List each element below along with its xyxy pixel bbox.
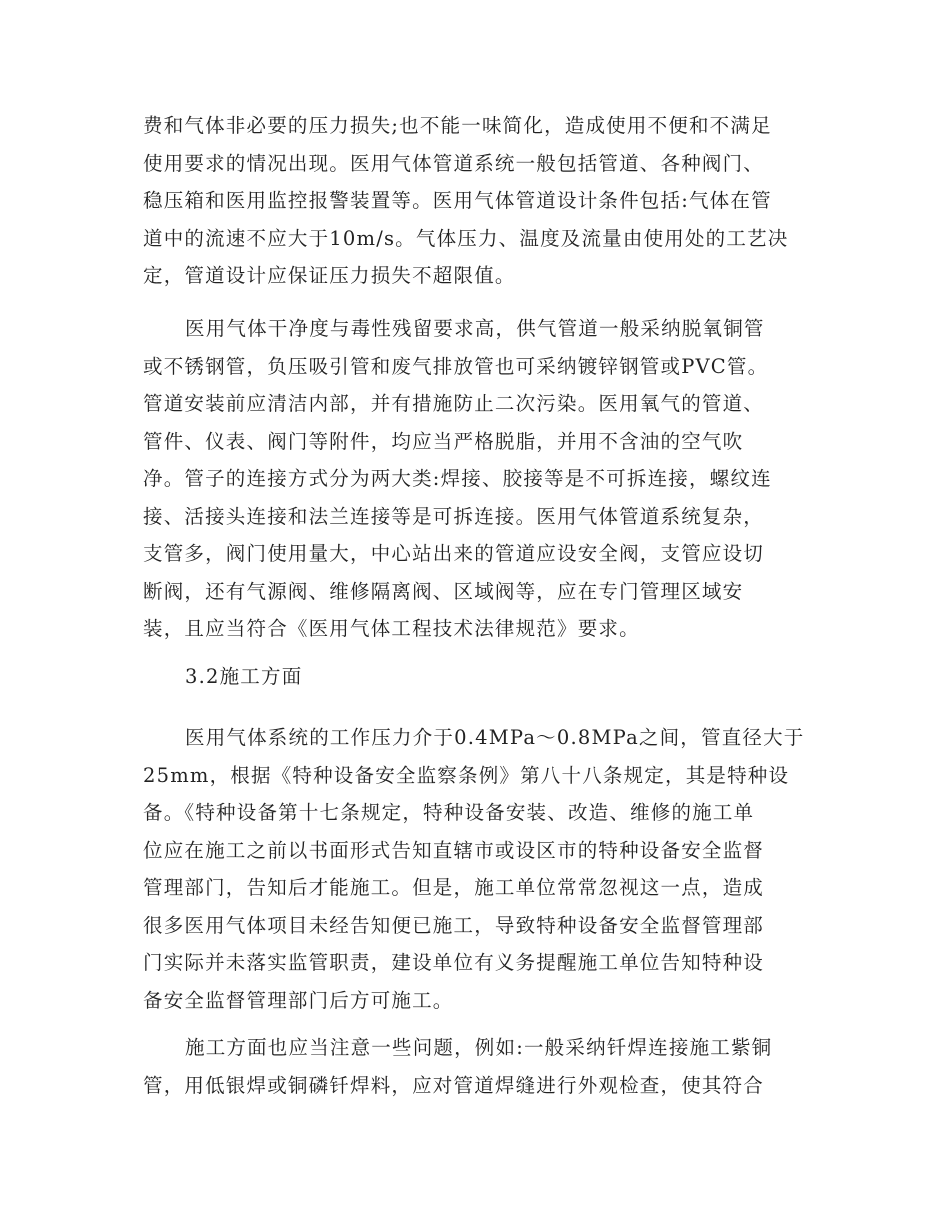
text-line: 位应在施工之前以书面形式告知直辖市或设区市的特种设备安全监督	[143, 838, 765, 862]
text-line: 稳压箱和医用监控报警装置等。医用气体管道设计条件包括:气体在管	[143, 189, 772, 212]
text-line: 使用要求的情况出现。医用气体管道系统一般包括管道、各种阀门、	[143, 151, 765, 175]
text-line: 或不锈钢管，负压吸引管和废气排放管也可采纳镀锌钢管或PVC管。	[143, 354, 769, 378]
text-line: 管，用低银焊或铜磷钎焊料，应对管道焊缝进行外观检查，使其符合	[143, 1073, 765, 1097]
text-line: 装，且应当符合《医用气体工程技术法律规范》要求。	[143, 617, 640, 640]
text-line: 备安全监督管理部门后方可施工。	[143, 988, 454, 1012]
text-line: 定，管道设计应保证压力损失不超限值。	[143, 264, 516, 287]
text-line: 断阀，还有气源阀、维修隔离阀、区域阀等，应在专门管理区域安	[143, 579, 744, 603]
text-line: 施工方面也应当注意一些问题，例如:一般采纳钎焊连接施工紫铜	[185, 1036, 773, 1059]
paragraph-4	[143, 1029, 772, 1104]
text-line: 道中的流速不应大于10m/s。气体压力、温度及流量由使用处的工艺决	[143, 226, 789, 250]
text-line: 备。《特种设备第十七条规定，特种设备安装、改造、维修的施工单	[143, 801, 755, 824]
text-line: 25mm，根据《特种设备安全监察条例》第八十八条规定，其是特种设	[143, 763, 790, 787]
section-heading	[143, 658, 302, 696]
text-line: 很多医用气体项目未经告知便已施工，导致特种设备安全监督管理部	[143, 913, 765, 937]
text-line: 费和气体非必要的压力损失;也不能一味简化，造成使用不便和不满足	[143, 114, 772, 137]
text-line: 净。管子的连接方式分为两大类:焊接、胶接等是不可拆连接，螺纹连	[143, 467, 772, 490]
text-line: 支管多，阀门使用量大，中心站出来的管道应设安全阀，支管应设切	[143, 542, 765, 565]
text-line: 接、活接头连接和法兰连接等是可拆连接。医用气体管道系统复杂，	[143, 504, 765, 528]
paragraph-3	[143, 719, 805, 1019]
paragraph-1	[143, 107, 788, 295]
text-line: 医用气体干净度与毒性残留要求高，供气管道一般采纳脱氧铜管	[185, 317, 765, 340]
text-line: 管道安装前应清洁内部，并有措施防止二次污染。医用氧气的管道、	[143, 392, 765, 415]
text-line: 医用气体系统的工作压力介于0.4MPa～0.8MPa之间，管直径大于	[185, 726, 805, 749]
section-heading-text: 3.2施工方面	[185, 665, 303, 688]
text-line: 门实际并未落实监管职责，建设单位有义务提醒施工单位告知特种设	[143, 951, 765, 974]
text-line: 管理部门，告知后才能施工。但是，施工单位常常忽视这一点，造成	[143, 876, 765, 899]
text-line: 管件、仪表、阀门等附件，均应当严格脱脂，并用不含油的空气吹	[143, 429, 744, 453]
document-body	[143, 107, 807, 1117]
paragraph-2	[143, 310, 772, 648]
